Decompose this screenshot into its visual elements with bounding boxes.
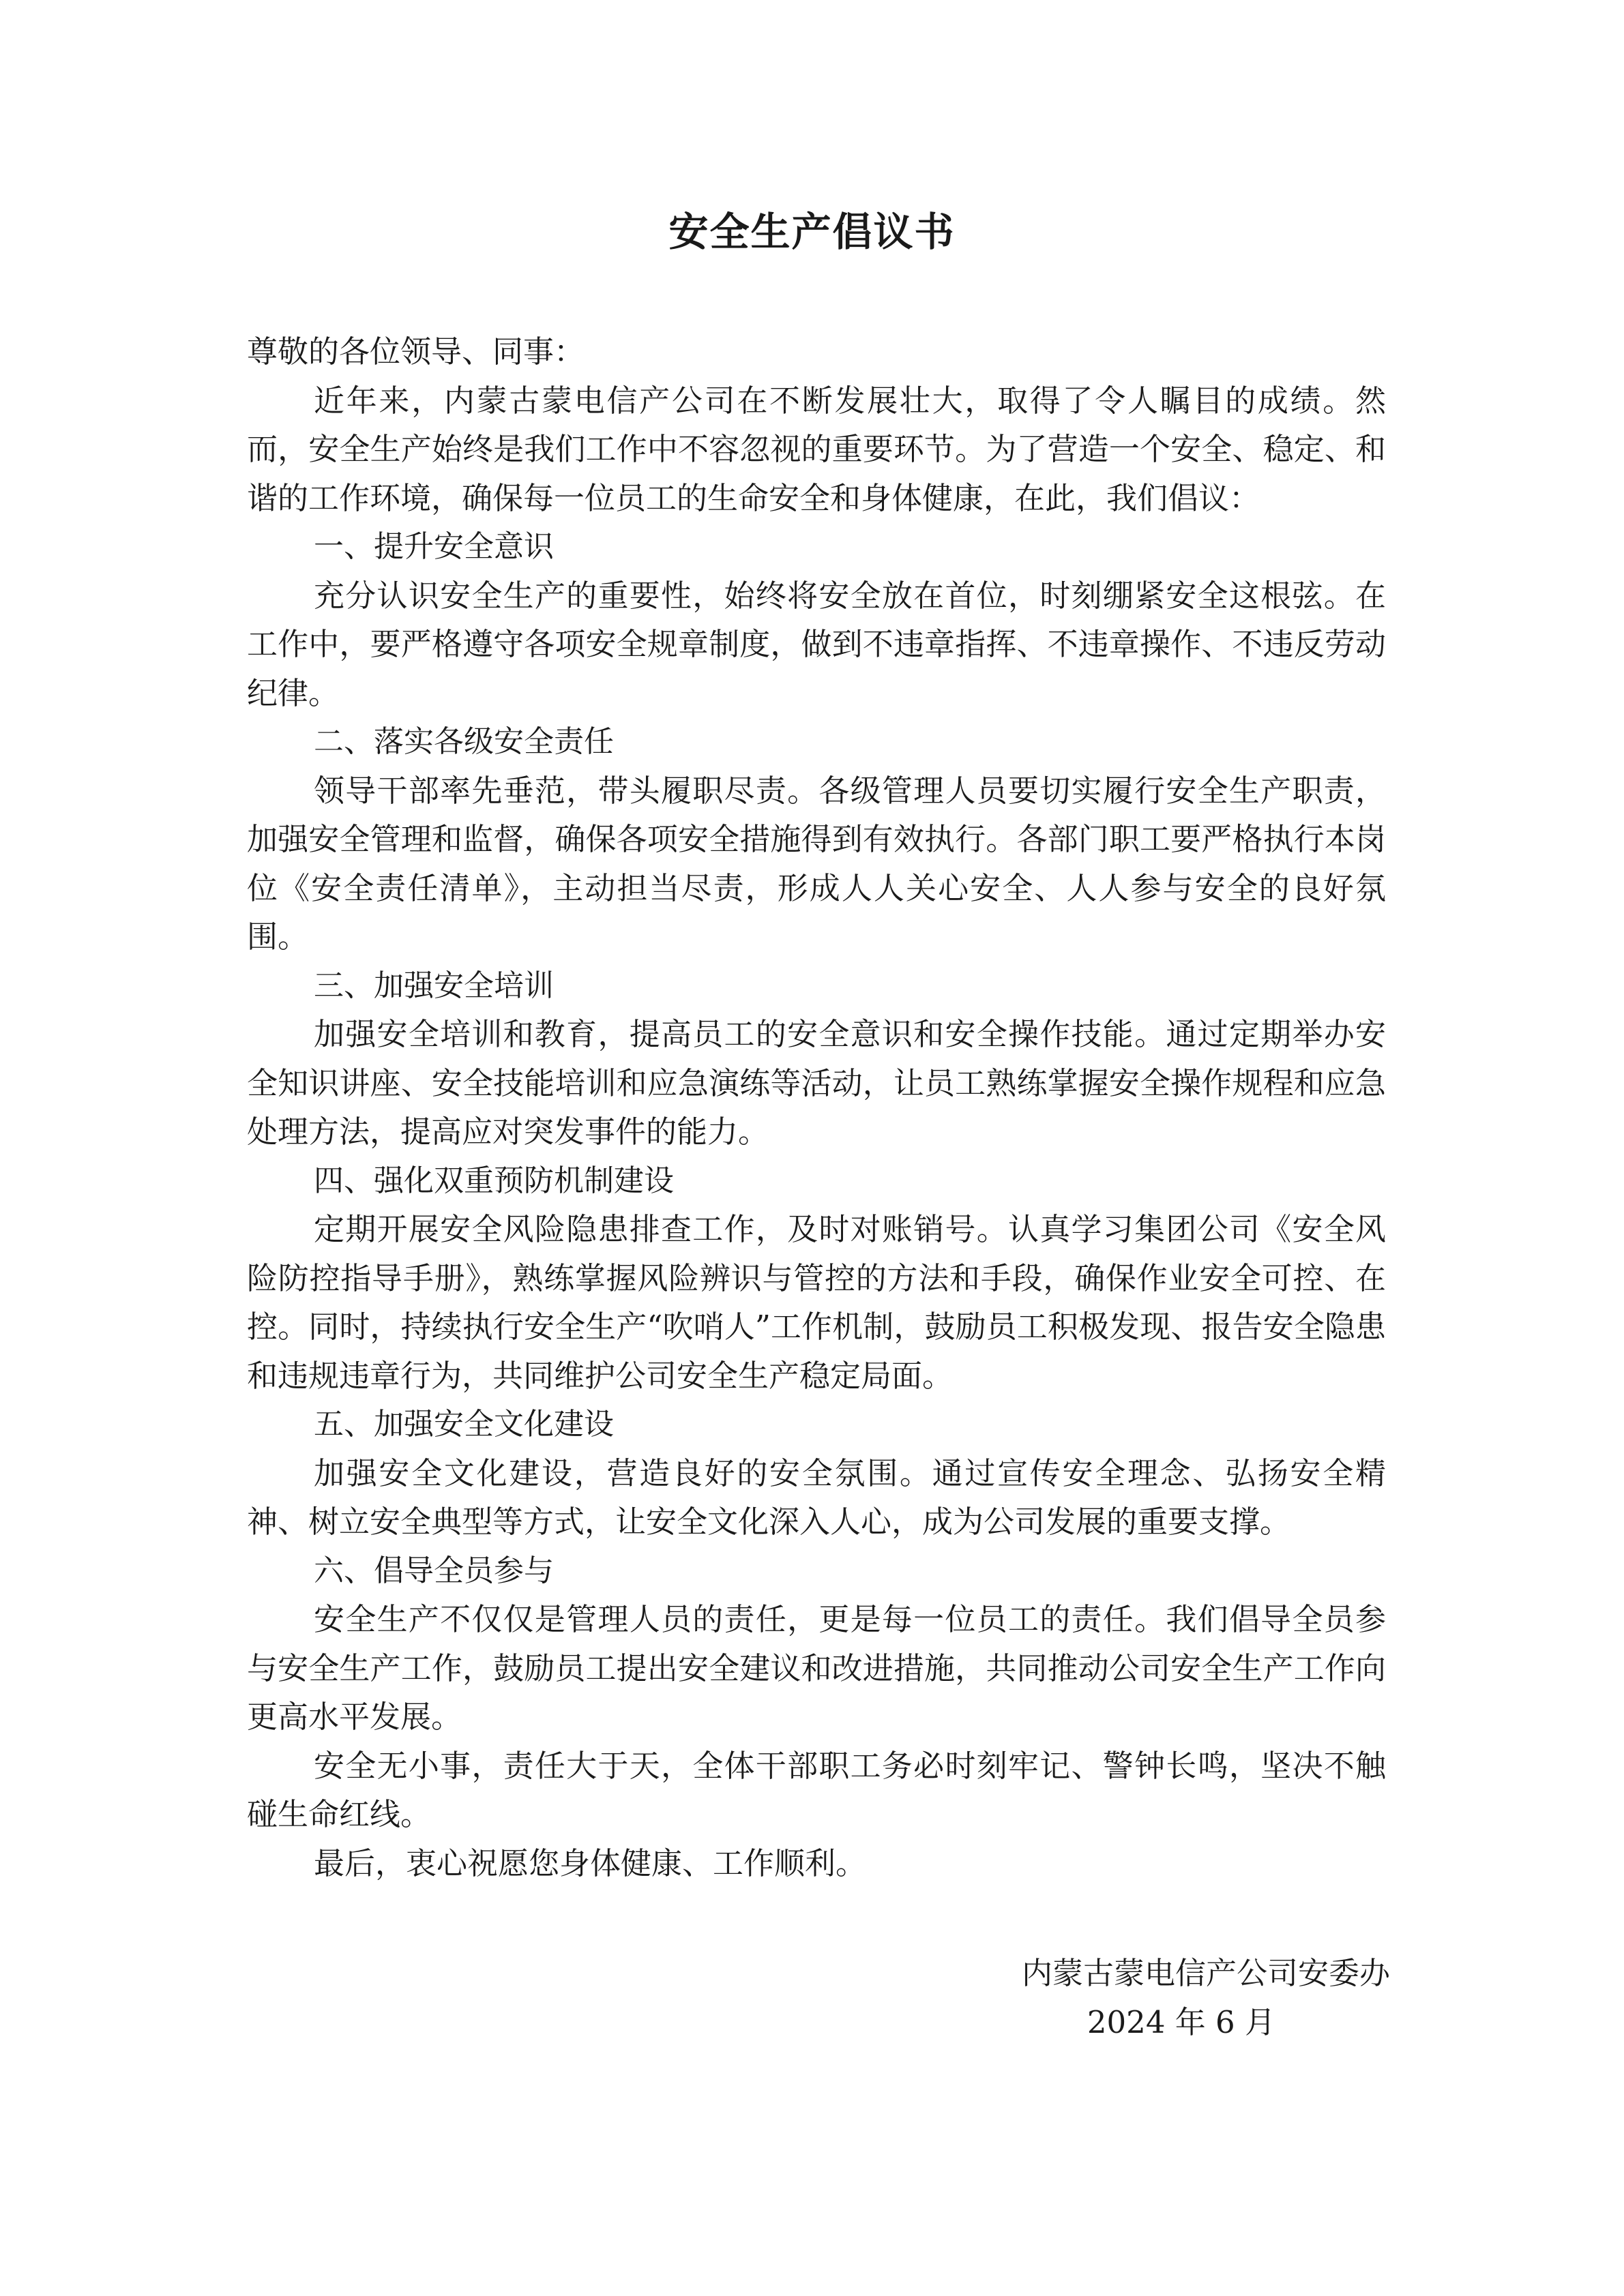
salutation: 尊敬的各位领导、同事：: [247, 333, 585, 370]
section-heading-5: 五、加强安全文化建设: [314, 1407, 614, 1442]
section-heading-6: 六、倡导全员参与: [314, 1553, 554, 1588]
wishes-paragraph: 最后，衷心祝愿您身体健康、工作顺利。: [314, 1845, 867, 1881]
closing-paragraph: 安全无小事，责任大于天，全体干部职工务必时刻牢记、警钟长鸣，坚决不触碰生命红线。: [247, 1747, 1386, 1832]
section-heading-3: 三、加强安全培训: [314, 968, 554, 1003]
section-paragraph-3: 加强安全培训和教育，提高员工的安全意识和安全操作技能。通过定期举办安全知识讲座、安全技能培训和应急演练等活动，让员工熟练掌握安全操作规程和应急处理方法，提高应对突发事件的能力。: [247, 1016, 1386, 1150]
document-title: 安全生产倡议书: [668, 209, 956, 255]
section-paragraph-5: 加强安全文化建设，营造良好的安全氛围。通过宣传安全理念、弘扬安全精神、树立安全典型等方式，让安全文化深入人心，成为公司发展的重要支撑。: [247, 1455, 1386, 1540]
intro-paragraph: 近年来，内蒙古蒙电信产公司在不断发展壮大，取得了令人瞩目的成绩。然而，安全生产始终是我们工作中不容忽视的重要环节。为了营造一个安全、稳定、和谐的工作环境，确保每一位员工的生命安全和身体健康，在此，我们倡议：: [247, 382, 1386, 516]
section-heading-4: 四、强化双重预防机制建设: [314, 1163, 674, 1198]
signature-block: [887, 1949, 1390, 2046]
section-heading-2: 二、落实各级安全责任: [314, 724, 614, 759]
section-paragraph-4: 定期开展安全风险隐患排查工作，及时对账销号。认真学习集团公司《安全风险防控指导手册》，熟练掌握风险辨识与管控的方法和手段，确保作业安全可控、在控。同时，持续执行安全生产“吹哨人”工作机制，鼓励员工积极发现、报告安全隐患和违规违章行为，共同维护公司安全生产稳定局面。: [247, 1211, 1386, 1394]
section-paragraph-6: 安全生产不仅仅是管理人员的责任，更是每一位员工的责任。我们倡导全员参与安全生产工作，鼓励员工提出安全建议和改进措施，共同推动公司安全生产工作向更高水平发展。: [247, 1601, 1386, 1735]
signature-org: 内蒙古蒙电信产公司安委办: [1021, 1955, 1390, 1991]
section-paragraph-2: 领导干部率先垂范，带头履职尽责。各级管理人员要切实履行安全生产职责，加强安全管理和监督，确保各项安全措施得到有效执行。各部门职工要严格执行本岗位《安全责任清单》，主动担当尽责，形成人人关心安全、人人参与安全的良好氛围。: [247, 772, 1386, 955]
section-heading-1: 一、提升安全意识: [314, 529, 554, 564]
document-body: [247, 327, 1386, 1888]
section-paragraph-1: 充分认识安全生产的重要性，始终将安全放在首位，时刻绷紧安全这根弦。在工作中，要严格遵守各项安全规章制度，做到不违章指挥、不违章操作、不违反劳动纪律。: [247, 577, 1386, 711]
signature-date: 2024 年 6 月: [1087, 2003, 1275, 2040]
